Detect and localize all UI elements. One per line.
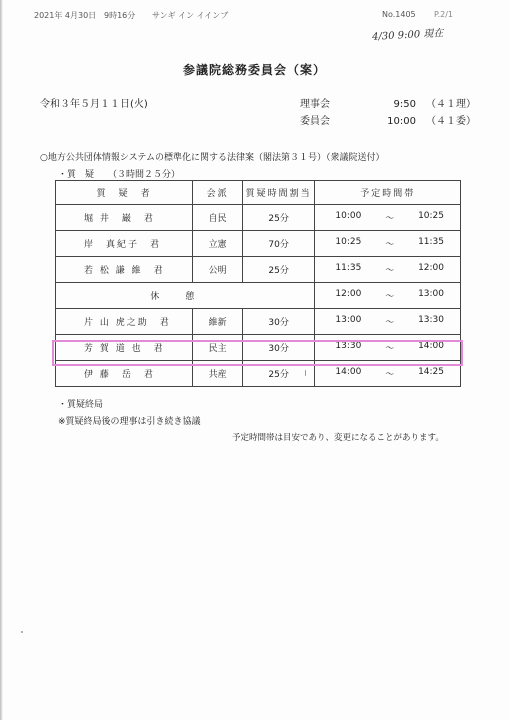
end-time: 14:00 bbox=[418, 341, 444, 351]
time-slot bbox=[315, 205, 461, 231]
fax-page: P.2/1 bbox=[434, 10, 453, 19]
questioning-label: ・質 疑 bbox=[58, 170, 95, 180]
break-row bbox=[56, 283, 461, 309]
party: 公明 bbox=[193, 257, 243, 283]
party: 共産 bbox=[193, 361, 243, 387]
time-allotment: 30分 bbox=[242, 335, 314, 361]
table-row bbox=[56, 335, 461, 361]
end-note: ・質疑終局 bbox=[58, 400, 104, 410]
fax-header bbox=[34, 10, 499, 24]
start-time: 11:35 bbox=[335, 263, 362, 273]
tilde: ～ bbox=[385, 266, 395, 276]
tilde: ～ bbox=[385, 370, 395, 380]
meeting-schedule bbox=[300, 95, 476, 129]
end-time: 10:25 bbox=[418, 211, 444, 221]
time-slot bbox=[315, 283, 461, 309]
table-row bbox=[56, 309, 461, 335]
party: 立憲 bbox=[193, 231, 243, 257]
disclaimer: 予定時間帯は目安であり、変更になることがあります。 bbox=[232, 433, 444, 443]
questioner-name: 岸 真紀子 君 bbox=[56, 231, 193, 257]
party: 維新 bbox=[193, 309, 243, 335]
end-time: 14:25 bbox=[418, 367, 444, 377]
table-row bbox=[56, 257, 461, 283]
questioner-name: 伊 藤 岳 君 bbox=[56, 361, 193, 387]
fax-number: No.1405 bbox=[382, 10, 416, 19]
fax-time: 9時16分 bbox=[104, 11, 136, 20]
schedule-label: 委員会 bbox=[300, 116, 330, 127]
schedule-label: 理事会 bbox=[300, 99, 330, 110]
table-row bbox=[56, 231, 461, 257]
table-row bbox=[56, 205, 461, 231]
table-header-row bbox=[56, 181, 461, 205]
start-time: 14:00 bbox=[335, 367, 362, 377]
time-allotment: 30分 bbox=[242, 309, 314, 335]
time-slot bbox=[315, 257, 461, 283]
party: 自民 bbox=[193, 205, 243, 231]
questioning-header bbox=[58, 167, 180, 180]
time-slot bbox=[315, 231, 461, 257]
start-time: 10:25 bbox=[335, 237, 362, 247]
document-title: 参議院総務委員会（案） bbox=[182, 63, 326, 77]
questioner-name: 若 松 謙 維 君 bbox=[56, 257, 193, 283]
time-allotment: 25分 bbox=[242, 205, 314, 231]
header-party: 会派 bbox=[193, 181, 243, 205]
scan-speck bbox=[21, 631, 23, 633]
tilde: ～ bbox=[385, 318, 395, 328]
start-time: 13:00 bbox=[335, 315, 362, 325]
schedule-note: （４１委） bbox=[426, 116, 476, 127]
header-questioner: 質 疑 者 bbox=[56, 181, 193, 205]
questioning-table bbox=[55, 180, 461, 387]
tilde: ～ bbox=[385, 240, 395, 250]
party: 民主 bbox=[193, 335, 243, 361]
end-time: 11:35 bbox=[418, 237, 444, 247]
tilde: ～ bbox=[385, 292, 395, 302]
fax-sender: サンギ イン イインブ bbox=[152, 11, 229, 20]
questioning-duration: （３時間２５分） bbox=[108, 170, 181, 180]
time-slot bbox=[315, 309, 461, 335]
schedule-time: 10:00 bbox=[387, 116, 416, 127]
fax-date: 2021年 4月30日 bbox=[34, 11, 97, 20]
time-slot bbox=[315, 335, 461, 361]
schedule-time: 9:50 bbox=[393, 99, 416, 110]
questioner-name: 芳 賀 道 也 君 bbox=[56, 335, 193, 361]
time-slot bbox=[315, 361, 461, 387]
header-time-slot: 予定時間帯 bbox=[315, 181, 461, 205]
time-allotment: 25分 bbox=[242, 361, 314, 387]
schedule-row-board bbox=[300, 95, 476, 112]
handwritten-note: 4/30 9:00 現在 bbox=[371, 28, 444, 43]
end-time: 13:30 bbox=[418, 315, 444, 325]
start-time: 13:30 bbox=[335, 341, 362, 351]
questioner-name: 堀 井 巌 君 bbox=[56, 205, 193, 231]
table-row bbox=[56, 361, 461, 387]
header-allotment: 質疑時間割当 bbox=[242, 181, 314, 205]
time-allotment: 70分 bbox=[242, 231, 314, 257]
start-time: 10:00 bbox=[335, 211, 362, 221]
schedule-row-committee bbox=[300, 112, 476, 129]
start-time: 12:00 bbox=[335, 289, 362, 299]
tilde: ～ bbox=[385, 344, 395, 354]
after-note: ※質疑終局後の理事は引き続き協議 bbox=[58, 417, 201, 427]
meeting-date: 令和３年５月１１日(火) bbox=[40, 99, 148, 110]
questioner-name: 片 山 虎之助 君 bbox=[56, 309, 193, 335]
schedule-note: （４１理） bbox=[426, 99, 476, 110]
end-time: 13:00 bbox=[418, 289, 444, 299]
scan-speck bbox=[305, 370, 306, 376]
break-label: 休憩 bbox=[56, 283, 315, 309]
time-allotment: 25分 bbox=[242, 257, 314, 283]
tilde: ～ bbox=[385, 214, 395, 224]
end-time: 12:00 bbox=[418, 263, 444, 273]
bill-title: ○地方公共団体情報システムの標準化に関する法律案（閣法第３１号）（衆議院送付） bbox=[40, 153, 385, 163]
scan-edge bbox=[0, 0, 3, 720]
